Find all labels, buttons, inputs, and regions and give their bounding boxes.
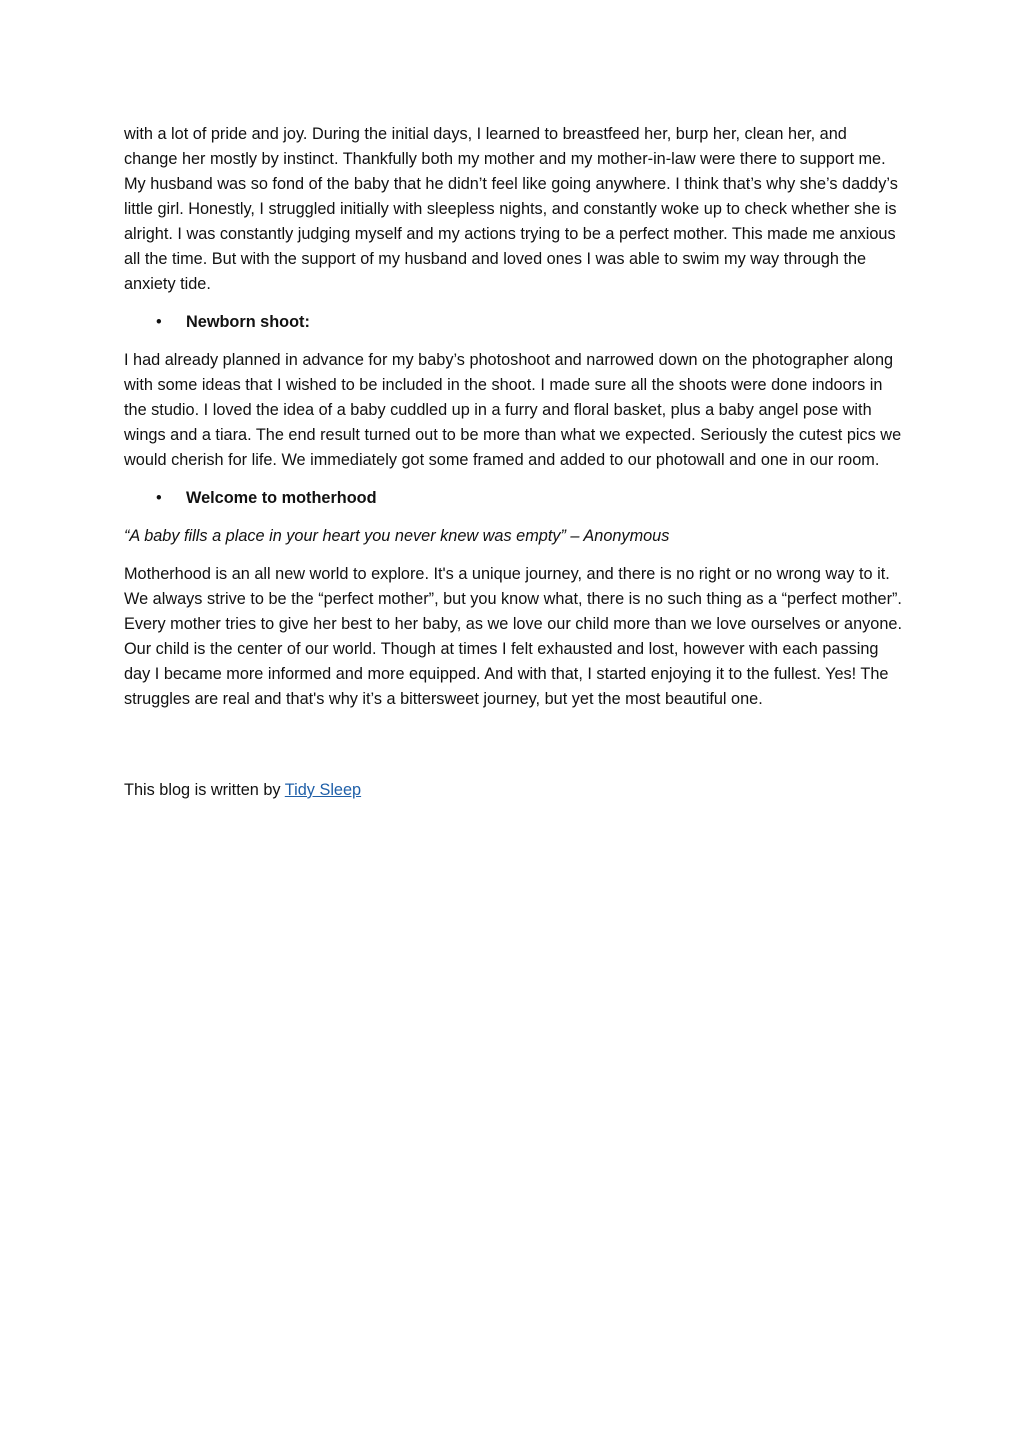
body-paragraph: Motherhood is an all new world to explore. It's a unique journey, and there is no right or no wrong way to it. We always strive to be the “perfect mother”, but you know what, there is no such thing as a “perfect mother”. Every mother tries to give her best to her baby, as we love our child more than we love ourselves or anyone. Our child is the center of our world. Though at times I felt exhausted and lost, however with each passing day I became more informed and more equipped. And with that, I started enjoying it to the fullest. Yes! The struggles are real and that's why it’s a bittersweet journey, but yet the most beautiful one. bbox=[124, 565, 902, 708]
bullet-icon: • bbox=[156, 489, 162, 507]
author-credit bbox=[124, 778, 904, 803]
credit-prefix: This blog is written by bbox=[124, 781, 285, 799]
quote-text: “A baby fills a place in your heart you never knew was empty” – Anonymous bbox=[124, 527, 670, 545]
body-paragraph: with a lot of pride and joy. During the initial days, I learned to breastfeed her, burp her, clean her, and change her mostly by instinct. Thankfully both my mother and my mother-in-law were there to support me. My husband was so fond of the baby that he didn’t feel like going anywhere. I think that’s why she’s daddy’s little girl. Honestly, I struggled initially with sleepless nights, and constantly woke up to check whether she is alright. I was constantly judging myself and my actions trying to be a perfect mother. This made me anxious all the time. But with the support of my husband and loved ones I was able to swim my way through the anxiety tide. bbox=[124, 125, 898, 293]
tidy-sleep-link[interactable]: Tidy Sleep bbox=[284, 781, 362, 799]
section-heading: Welcome to motherhood bbox=[186, 489, 377, 507]
bullet-item-newborn-shoot bbox=[124, 310, 904, 335]
bullet-item-welcome-to-motherhood bbox=[124, 486, 904, 511]
bullet-icon: • bbox=[156, 313, 162, 331]
body-paragraph: I had already planned in advance for my baby’s photoshoot and narrowed down on the photographer along with some ideas that I wished to be included in the shoot. I made sure all the shoots were done indoors in the studio. I loved the idea of a baby cuddled up in a furry and floral basket, plus a baby angel pose with wings and a tiara. The end result turned out to be more than what we expected. Seriously the cutest pics we would cherish for life. We immediately got some framed and added to our photowall and one in our room. bbox=[124, 351, 902, 469]
spacer bbox=[124, 725, 904, 778]
section-heading: Newborn shoot: bbox=[186, 313, 310, 331]
document-body bbox=[124, 122, 904, 803]
